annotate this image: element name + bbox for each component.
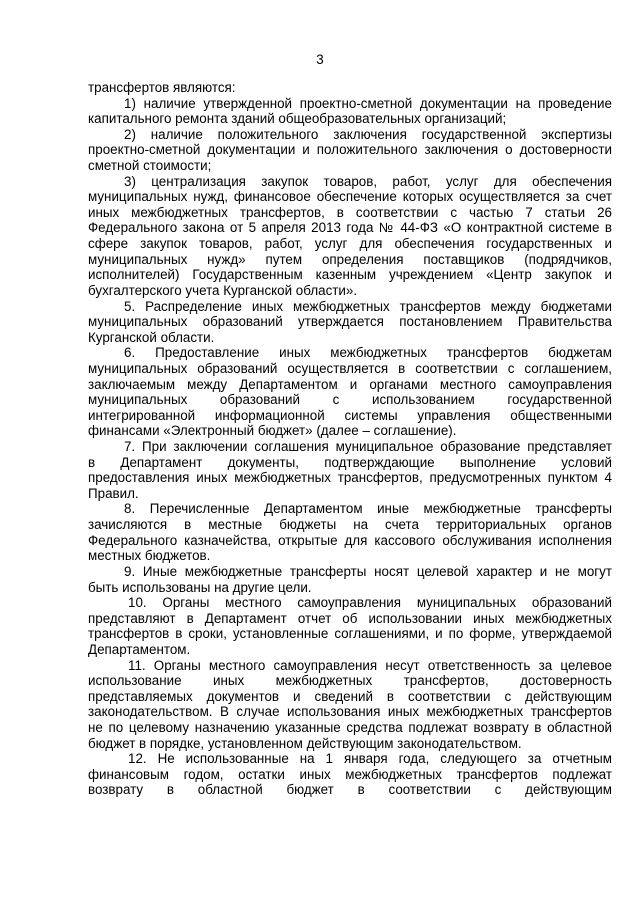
text-line: 12. Не использованные на 1 января года, следующего за отчетным [128,751,612,767]
text-line: бухгалтерского учета Курганской области». [88,282,358,298]
text-line: Федерального закона от 5 апреля 2013 года № 44-ФЗ «О контрактной системе в [88,220,612,236]
text-line: 5. Распределение иных межбюджетных трансфертов между бюджетами [124,298,612,314]
text-line: местных бюджетов. [88,548,211,564]
text-line: законодательством. В случае использования иных межбюджетных трансфертов [88,704,612,720]
text-line: исполнителей) Государственным казенным учреждением «Центр закупок и [88,267,612,283]
text-line: финансовым годом, остатки иных межбюджетных трансфертов подлежат [88,766,612,782]
text-line: не по целевому назначению указанные средства подлежат возврату в областной [88,719,612,735]
text-line: Департаментом. [88,641,191,657]
text-line: сметной стоимости; [88,158,212,174]
text-line: представляемых документов и сведений в соответствии с действующим [88,688,612,704]
page-number: 3 [316,52,324,67]
document-body [88,80,612,798]
text-line: муниципальных образований с использованием государственной [88,392,612,408]
text-line: муниципальных нужд, финансовое обеспечение которых осуществляется за счет [88,189,612,205]
text-line: 11. Органы местного самоуправления несут ответственность за целевое [128,657,612,673]
text-line: муниципальных образований утверждается постановлением Правительства [88,314,612,330]
text-line: капитального ремонта зданий общеобразовательных организаций; [88,111,507,127]
text-line: 2) наличие положительного заключения государственной экспертизы [124,126,612,142]
text-line: использование иных межбюджетных трансфертов, достоверность [88,673,612,689]
text-line: 8. Перечисленные Департаментом иные межбюджетные трансферты [124,501,612,517]
text-line: быть использованы на другие цели. [88,579,312,595]
text-line: предоставления иных межбюджетных трансфертов, предусмотренных пунктом 4 [88,470,612,486]
text-line: бюджет в порядке, установленном действующим законодательством. [88,735,522,751]
text-line: Курганской области. [88,329,215,345]
text-line: 6. Предоставление иных межбюджетных трансфертов бюджетам [124,345,612,361]
text-line: трансфертов в сроки, установленные соглашениями, и по форме, утверждаемой [88,626,612,642]
text-line: муниципальных нужд» путем определения поставщиков (подрядчиков, [88,251,612,267]
text-line: финансами «Электронный бюджет» (далее – соглашение). [88,423,457,439]
text-line: 9. Иные межбюджетные трансферты носят целевой характер и не могут [124,563,612,579]
text-line: интегрированной информационной системы управления общественными [88,407,612,423]
text-line: 10. Органы местного самоуправления муниципальных образований [128,595,612,611]
text-line: заключаемым между Департаментом и органами местного самоуправления [88,376,612,392]
text-line: проектно-сметной документации и положительного заключения о достоверности [88,142,612,158]
text-line: сфере закупок товаров, работ, услуг для обеспечения государственных и [88,236,612,252]
text-line: Правил. [88,485,139,501]
text-line: зачисляются в местные бюджеты на счета территориальных органов [88,517,612,533]
text-line: муниципальных образований осуществляется в соответствии с соглашением, [88,360,612,376]
text-line: иных межбюджетных трансфертов, в соответствии с частью 7 статьи 26 [88,204,612,220]
text-line: возврату в областной бюджет в соответствии с действующим [88,782,612,798]
text-line: трансфертов являются: [88,80,236,95]
text-line: 1) наличие утвержденной проектно-сметной документации на проведение [124,95,612,111]
text-line: 3) централизация закупок товаров, работ, услуг для обеспечения [124,173,612,189]
text-line: представляют в Департамент отчет об использовании иных межбюджетных [88,610,612,626]
text-line: 7. При заключении соглашения муниципальное образование представляет [124,439,612,455]
text-line: в Департамент документы, подтверждающие выполнение условий [88,454,612,470]
text-line: Федерального казначейства, открытые для кассового обслуживания исполнения [88,532,612,548]
